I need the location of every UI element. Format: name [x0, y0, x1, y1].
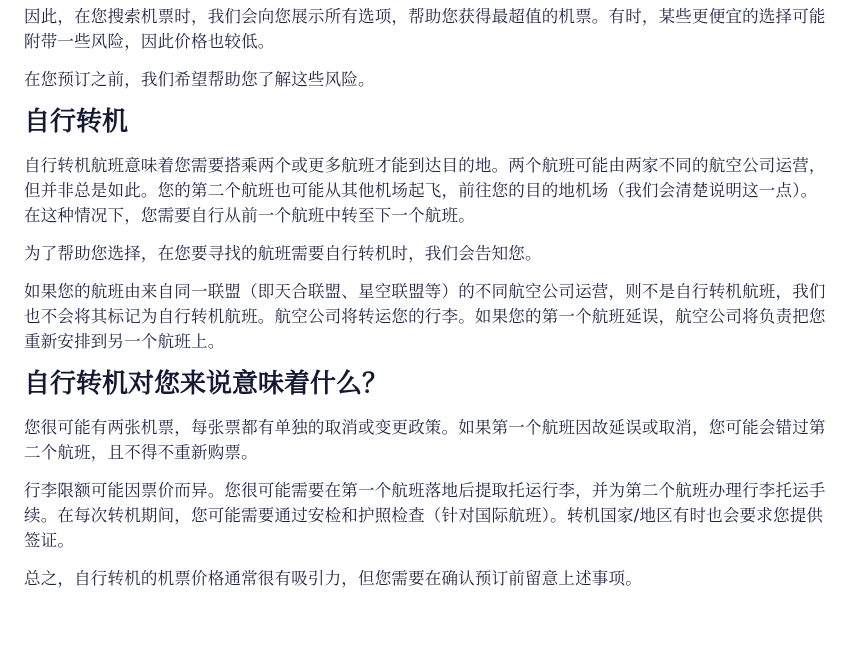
self-transfer-paragraph-2: 为了帮助您选择，在您要寻找的航班需要自行转机时，我们会告知您。: [24, 244, 542, 263]
what-it-means-paragraph-2: 行李限额可能因票价而异。您很可能需要在第一个航班落地后提取托运行李，并为第二个航班办理行李托运手续。在每次转机期间，您可能需要通过安检和护照检查（针对国际航班）。转机国家/地区有时也会要求您提供签证。: [24, 481, 826, 550]
intro-paragraph-1: 因此，在您搜索机票时，我们会向您展示所有选项，帮助您获得最超值的机票。有时，某些更便宜的选择可能附带一些风险，因此价格也较低。: [24, 7, 826, 51]
what-it-means-paragraph-1: 您很可能有两张机票，每张票都有单独的取消或变更政策。如果第一个航班因故延误或取消，您可能会错过第二个航班，且不得不重新购票。: [24, 418, 826, 462]
self-transfer-paragraph-1: 自行转机航班意味着您需要搭乘两个或更多航班才能到达目的地。两个航班可能由两家不同的航空公司运营，但并非总是如此。您的第二个航班也可能从其他机场起飞，前往您的目的地机场（我们会清楚说明这一点）。在这种情况下，您需要自行从前一个航班中转至下一个航班。: [24, 156, 826, 225]
section-heading-self-transfer: 自行转机: [24, 107, 129, 137]
self-transfer-paragraph-3: 如果您的航班由来自同一联盟（即天合联盟、星空联盟等）的不同航空公司运营，则不是自行转机航班，我们也不会将其标记为自行转机航班。航空公司将转运您的行李。如果您的第一个航班延误，航空公司将负责把您重新安排到另一个航班上。: [24, 282, 826, 351]
section-heading-what-it-means: 自行转机对您来说意味着什么？: [24, 369, 389, 399]
intro-paragraph-2: 在您预订之前，我们希望帮助您了解这些风险。: [24, 70, 375, 89]
what-it-means-paragraph-3: 总之，自行转机的机票价格通常很有吸引力，但您需要在确认预订前留意上述事项。: [24, 569, 642, 588]
